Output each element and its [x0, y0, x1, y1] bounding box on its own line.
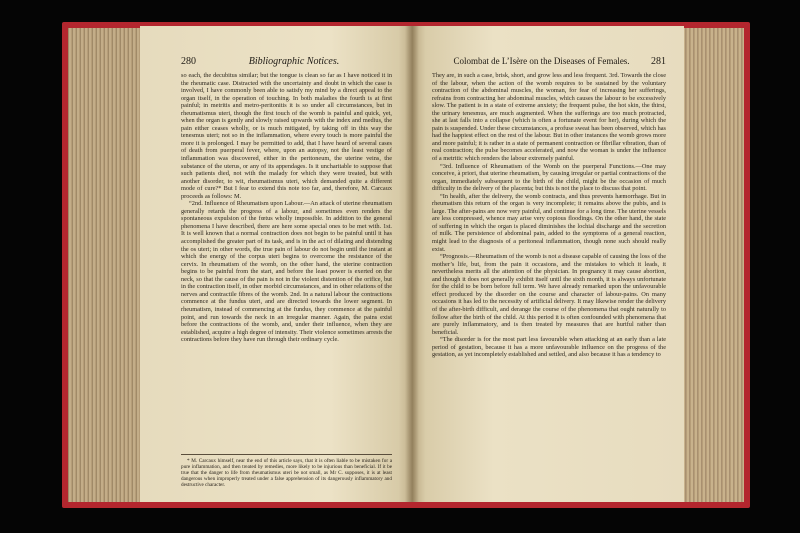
page-number-left: 280 [181, 56, 196, 67]
paragraph: “The disorder is for the most part less favourable when attacking at an early than a late period of gestation, because it has a more unfavourable influence on the progress of the gestation, as yet incompletely established and settled, and also because it has a tendency to [432, 336, 666, 359]
running-head-left: Bibliographic Notices. [248, 56, 340, 67]
footnote-area [181, 454, 392, 488]
paragraph: “2nd. Influence of Rheumatism upon Labour.—An attack of uterine rheumatism generally retards the progress of a labour, and sometimes even renders the spontaneous expulsion of the fœtus wholly impossible. In addition to the general phenomena I have described, there are here some special ones to be met with. 1st. It is well known that a normal contraction does not begin to be painful until it has accomplished the greater part of its task, and is in the act of dilating and distending the os uteri; in other words, the true pain of labour do not begin until the instant at which the energy of the corpus uteri begins to overcome the resistance of the cervix. In rheumatism of the womb, on the other hand, the uterine contraction begins to be painful from the start, and before the least power is exerted on the neck, so that the cause of the pain is not in the violent distention of the orifice, but in the contraction itself, in other morbid circumstances, and in other relations of the nerves and contractile fibres of the womb. 2nd. In a natural labour the contractions commence at the fundus uteri, and are directed towards the lower segment. In rheumatism, instead of commencing at the fundus, they commence at the painful point, and run towards the neck in an irregular manner. Again, the pains exist before the contractions of the womb, and, under their influence, when they are established, acquire a high degree of intensity. Their violence sometimes arrests the contractions before they have run through their ordinary cycle. [181, 200, 392, 344]
footnote: * M. Carcaux himself, near the end of this article says, that it is often liable to be mistaken for a pure inflammation, and then treated by remedies, more likely to be injurious than beneficial. If it be true that the danger to life from rheumatismus uteri be not small, as Mr C. supposes, it is at least dangerous when improperly treated under a false apprehension of its dangerously inflammatory and destructive character. [181, 458, 392, 489]
paragraph: “In health, after the delivery, the womb contracts, and thus prevents hæmorrhage. But in rheumatism this return of the organ is very incomplete; it remains above the pubis, and is large. The after-pains are now very painful, and continue for a long time. The uterine vessels are less compressed, whence may arise very copious floodings. On the other hand, the state of suffering in which the organ is placed diminishes the lochial discharge and the secretion of milk. The persistence of abdominal pain, added to the symptoms of a general reaction, might lead to the diagnosis of a peritoneal inflammation, though none such should really exist. [432, 192, 666, 253]
right-page-edges [682, 28, 744, 502]
right-page [412, 26, 684, 502]
paragraph: so each, the decubitus similar; but the tongue is clean so far as I have noticed it in the rheumatic case. Distracted with the uncertainty and doubt in which the case is involved, I have commonly been able to satisfy my mind by a direct appeal to the organ itself, in the operation of touching. In both maladies the fourth is at first painful; in metritis and metro-peritonitis it is so under all circumstances, but in rheumatismus uteri, though the first touch of the womb is painful and quick, yet, when the organ is gently and slowly raised upwards with the index and medius, the pain either ceases wholly, or is much mitigated, by taking off in this way the tenesmus uteri; not so in the inflammation, where every touch is more painful the more it is prolonged. I may be permitted to add, that I have heard of several cases of death from puerperal fever, where, upon an autopsy, not the least vestige of inflammation was discovered, either in the peritoneum, the uterine veins, the substance of the uterus, or any of its appendages. Is it uncharitable to suppose that such patients died, not with the malady for which they were treated, but with another disorder, to wit, rheumatismus uteri, which demanded quite a different mode of cure?* But I fear to extend this note too far, and, therefore, M. Carcaux proceeds as follows: M. [181, 72, 392, 200]
left-page-edges [68, 28, 142, 502]
book-gutter [405, 26, 419, 502]
paragraph: “3rd. Influence of Rheumatism of the Womb on the puerperal Functions.—One may conceive, à priori, that uterine rheumatism, by causing irregular or partial contractions of the organ, immediately subsequent to the birth of the child, might be the occasion of much difficulty in the delivery of the placenta; but this is not the place to discuss that point. [432, 162, 666, 193]
left-page-body [181, 72, 392, 344]
paragraph: “Prognosis.—Rheumatism of the womb is not a disease capable of causing the loss of the mother’s life, but, from the pain it occasions, and the mistakes to which it leads, it nevertheless merits all the attention of the physician. In pregnancy it may cause abortion, and though it does not generally exhibit itself until the sixth month, it is always unfortunate for the child to be born before full term. We have already remarked upon the unfavourable effect produced by the disorder on the course and character of labour-pains. On many occasions it has led to the necessity of artificial delivery. It may likewise render the delivery of the after-birth difficult, and derange the course of the phenomena that ought naturally to follow after the birth of the child. At this period it is often confounded with phenomena that are purely inflammatory, and is then treated by measures that are hurtful rather than beneficial. [432, 253, 666, 336]
right-page-header [432, 56, 666, 67]
right-page-body [432, 72, 666, 359]
left-page [140, 26, 412, 502]
left-page-header [181, 56, 392, 67]
page-number-right: 281 [651, 56, 666, 67]
paragraph: They are, in such a case, brisk, short, and grow less and less frequent. 3rd. Towards the close of the labour, when the action of the womb requires to be sustained by the voluntary contraction of the abdominal muscles, the woman, for fear of increasing her sufferings, refrains from contracting her abdominal muscles, which causes the labour to be excessively slow. The patient is in a state of extreme anxiety; the frequent pulse, the hot skin, the thirst, the urinary tenesmus, are much augmented. When the sufferings are too much protracted, she at last falls into a collapse (which is often a fortunate event for her), during which the pain is suspended. Under these circumstances, a profuse sweat has been observed, which has had the happiest effect on the rest of the labour. But in other instances the womb grows more and more painful; it is rather in a state of permanent contraction or fibrillar vibration, than of real contraction; the pulse becomes accelerated, and now the woman is under the influence of a metritic which renders the labour extremely painful. [432, 72, 666, 163]
running-head-right: Colombat de L’Isère on the Diseases of Females. [453, 56, 630, 66]
